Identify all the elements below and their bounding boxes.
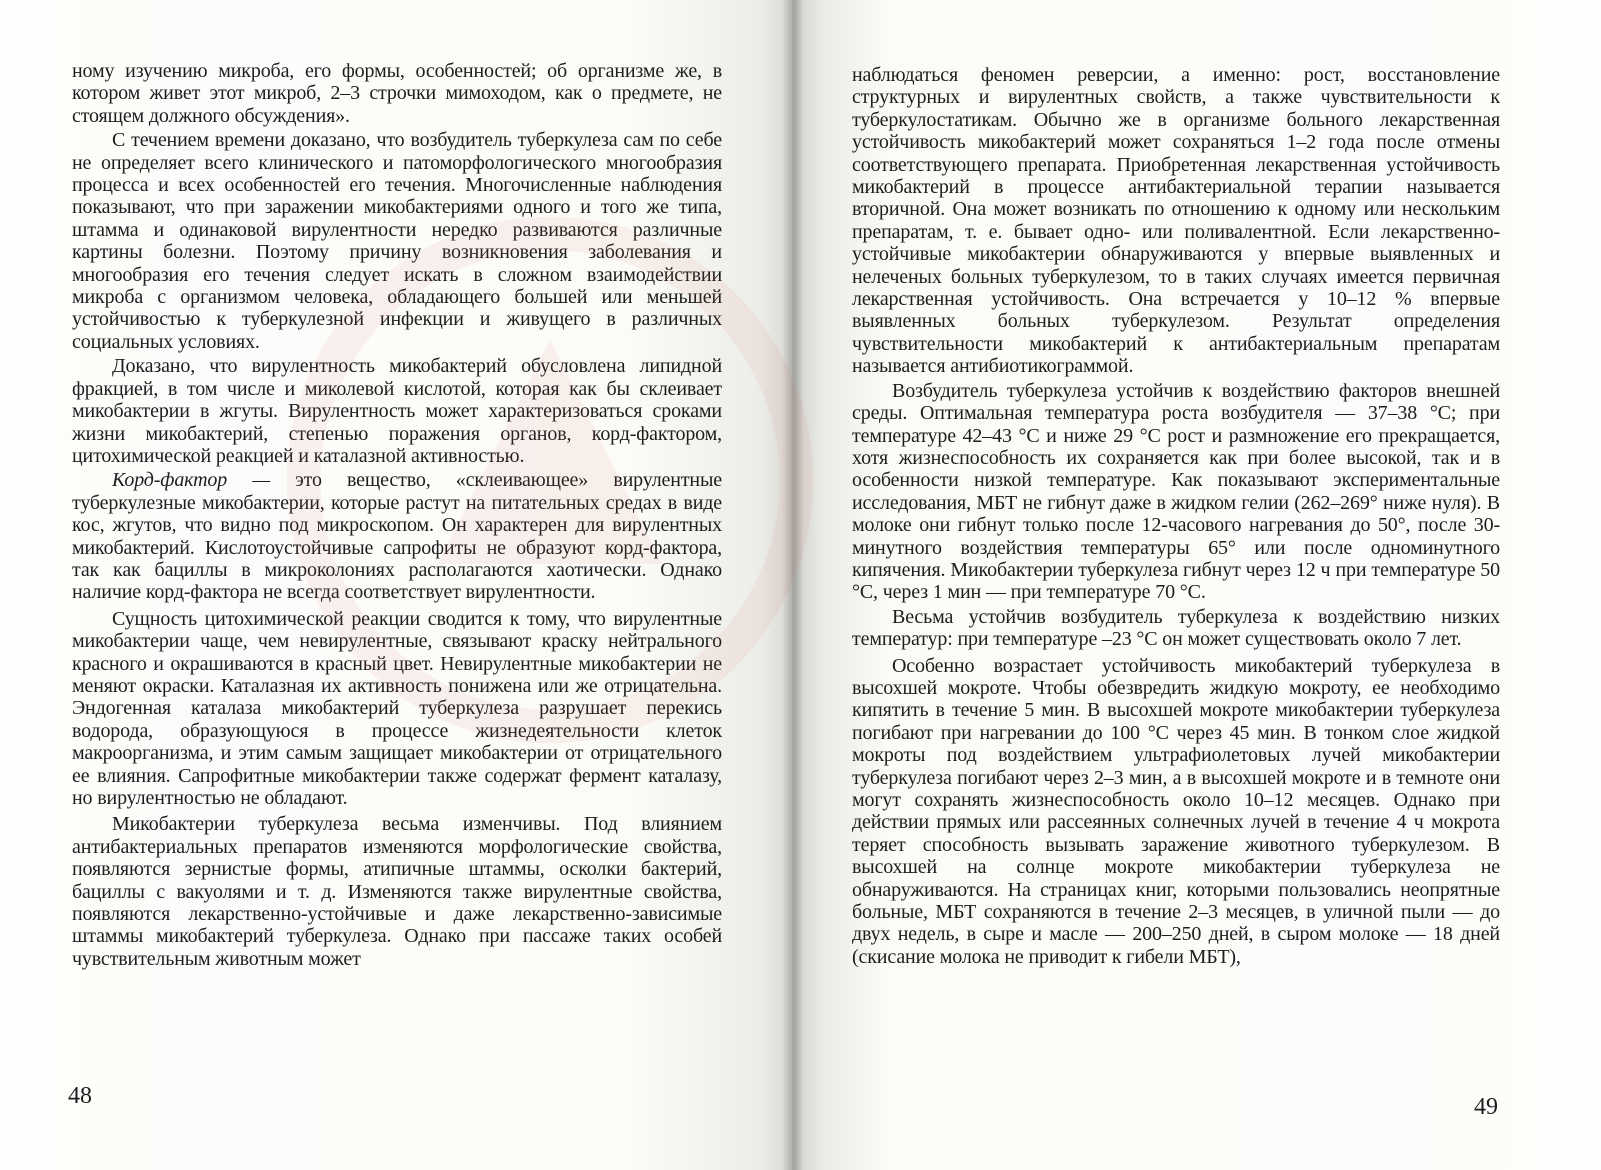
paragraph: Микобактерии туберкулеза весьма изменчивы. Под влиянием антибактериальных препаратов изменяются морфологические свойства, появляются зернистые формы, атипичные штаммы, осколки бактерий, бациллы с вакуолями и т. д. Изменяются также вирулентные свойства, появляются лекарственно-устойчивые и даже лекарственно-зависимые штаммы микобактерий туберкулеза. Однако при пассаже таких особей чувствительным животным может xyxy=(72,813,722,970)
paragraph: Возбудитель туберкулеза устойчив к воздействию факторов внешней среды. Оптимальная температура роста возбудителя — 37–38 °С; при температуре 42–43 °С и ниже 29 °С рост и размножение его прекращается, хотя жизнеспособность их сохраняется как при более высокой, так и в особенности низкой температуре. Как показывают экспериментальные исследования, МБТ не гибнут даже в жидком гелии (262–269° ниже нуля). В молоке они гибнут только после 12-часового нагревания до 50°, после 30-минутного воздействия температуры 65° или после одноминутного кипячения. Микобактерии туберкулеза гибнут через 12 ч при температуре 50 °С, через 1 мин — при температуре 70 °С. xyxy=(852,379,1500,604)
paragraph-cord-factor xyxy=(72,469,722,603)
right-page xyxy=(792,0,1601,1170)
right-text-column xyxy=(852,64,1500,968)
paragraph: Доказано, что вирулентность микобактерий обусловлена липидной фракцией, в том числе и миколевой кислотой, которая как бы склеивает микобактерии в жгуты. Вирулентность может характеризоваться сроками жизни микобактерий, степенью поражения органов, корд-фактором, цитохимической реакцией и каталазной активностью. xyxy=(72,355,722,467)
book-gutter-shadow xyxy=(782,0,804,1170)
paragraph: наблюдаться феномен реверсии, а именно: рост, восстановление структурных и вирулентных свойств, а также чувствительности к туберкулостатикам. Обычно же в организме больного лекарственная устойчивость микобактерий может сохраняться 1–2 года после отмены соответствующего препарата. Приобретенная лекарственная устойчивость микобактерий в процессе антибактериальной терапии называется вторичной. Она может возникать по отношению к одному или нескольким препаратам, т. е. бывает одно- или поливалентной. Если лекарственно-устойчивые микобактерии обнаруживаются у впервые выявленных и нелеченых больных туберкулезом, то в таких случаях имеется первичная лекарственная устойчивость. Она встречается у 10–12 % впервые выявленных больных туберкулезом. Результат определения чувствительности микобактерий к антибактериальным препаратам называется антибиотикограммой. xyxy=(852,64,1500,378)
left-page xyxy=(0,0,792,1170)
page-number-left: 48 xyxy=(68,1083,92,1109)
paragraph: ному изучению микроба, его формы, особенностей; об организме же, в котором живет этот микроб, 2–3 строчки мимоходом, как о предмете, не стоящем должного обсуждения». xyxy=(72,60,722,127)
paragraph: Сущность цитохимической реакции сводится к тому, что вирулентные микобактерии чаще, чем невирулентные, связывают краску нейтрального красного и окрашиваются в красный цвет. Невирулентные микобактерии не меняют окраски. Каталазная их активность понижена или же отрицательна. Эндогенная каталаза микобактерий туберкулеза разрушает перекись водорода, образующуюся в процессе жизнедеятельности клеток макроорганизма, и этим самым защищает микобактерии от отрицательного ее влияния. Сапрофитные микобактерии также содержат фермент каталазу, но вирулентностью не обладают. xyxy=(72,607,722,809)
left-text-column xyxy=(72,60,722,970)
paragraph-body: это вещество, «склеивающее» вирулентные туберкулезные микобактерии, которые растут на питательных средах в виде кос, жгутов, что видно под микроскопом. Он характерен для вирулентных микобактерий. Кислотоустойчивые сапрофиты не образуют корд-фактора, так как бациллы в микроколониях располагаются хаотически. Однако наличие корд-фактора не всегда соответствует вирулентности. xyxy=(72,469,722,604)
paragraph: С течением времени доказано, что возбудитель туберкулеза сам по себе не определяет всего клинического и патоморфологического многообразия процесса и всех особенностей его течения. Многочисленные наблюдения показывают, что при заражении микобактериями одного и того же типа, штамма и одинаковой вирулентности нередко развиваются различные картины болезни. Поэтому причину возникновения заболевания и многообразия его течения следует искать в сложном взаимодействии микроба с организмом человека, обладающего большей или меньшей устойчивостью к туберкулезной инфекции и живущего в различных социальных условиях. xyxy=(72,129,722,353)
paragraph: Особенно возрастает устойчивость микобактерий туберкулеза в высохшей мокроте. Чтобы обезвредить жидкую мокроту, ее необходимо кипятить в течение 5 мин. В высохшей мокроте микобактерии туберкулеза погибают при нагревании до 100 °С через 45 мин. В тонком слое жидкой мокроты под воздействием ультрафиолетовых лучей микобактерии туберкулеза погибают через 2–3 мин, а в высохшей мокроте и в темноте они могут сохранять жизнеспособность около 10–12 месяцев. Однако при действии прямых или рассеянных солнечных лучей в течение 4 ч мокрота теряет способность вызывать заражение животного туберкулезом. В высохшей на солнце мокроте микобактерии туберкулеза не обнаруживаются. На страницах книг, которыми пользовались неопрятные больные, МБТ сохраняются в течение 2–3 месяцев, в уличной пыли — до двух недель, в сыре и масле — 200–250 дней, в сыром молоке — 18 дней (скисание молока не приводит к гибели МБТ), xyxy=(852,654,1500,968)
term-cord-factor: Корд-фактор — xyxy=(112,469,270,492)
paragraph: Весьма устойчив возбудитель туберкулеза к воздействию низких температур: при температуре –23 °С он может существовать около 7 лет. xyxy=(852,605,1500,651)
page-number-right: 49 xyxy=(1474,1094,1498,1120)
